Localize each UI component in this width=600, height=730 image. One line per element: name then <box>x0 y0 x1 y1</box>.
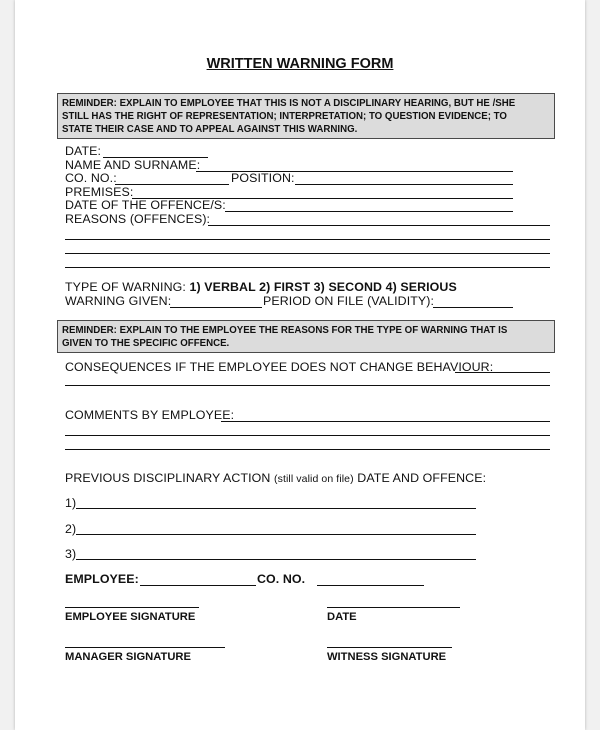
witness-signature-label: WITNESS SIGNATURE <box>327 651 447 663</box>
previous-item-1-field[interactable] <box>76 508 476 509</box>
date-signature-field[interactable] <box>327 607 460 608</box>
previous-item-1: 1) <box>65 496 77 510</box>
employee-signature-label: EMPLOYEE SIGNATURE <box>65 611 196 623</box>
period-label: PERIOD ON FILE (VALIDITY): <box>263 294 435 308</box>
witness-signature-field[interactable] <box>327 647 452 648</box>
previous-note: (still valid on file) <box>274 473 354 485</box>
consequences-line-2[interactable] <box>65 385 550 386</box>
reminder-1-line-2: STILL HAS THE RIGHT OF REPRESENTATION; INTERPRETATION; TO QUESTION EVIDENCE; TO <box>62 111 507 122</box>
consequences-line-1[interactable] <box>455 372 550 373</box>
previous-rest: DATE AND OFFENCE: <box>353 471 487 485</box>
warning-type-label: TYPE OF WARNING: <box>65 280 190 294</box>
comments-label: COMMENTS BY EMPLOYEE: <box>65 408 235 422</box>
employee-co-no-field[interactable] <box>317 585 424 586</box>
co-no-label: CO. NO.: <box>65 171 117 185</box>
reminder-2-line-2: GIVEN TO THE SPECIFIC OFFENCE. <box>62 338 230 349</box>
reminder-2-line-1: REMINDER: EXPLAIN TO THE EMPLOYEE THE REASONS FOR THE TYPE OF WARNING THAT IS <box>62 325 508 336</box>
position-label: POSITION: <box>231 171 295 185</box>
employee-field[interactable] <box>140 585 256 586</box>
previous-item-3: 3) <box>65 547 77 561</box>
date-signature-label: DATE <box>327 611 357 623</box>
warning-given-label: WARNING GIVEN: <box>65 294 172 308</box>
warning-type-options: 1) VERBAL 2) FIRST 3) SECOND 4) SERIOUS <box>189 280 457 294</box>
premises-label: PREMISES: <box>65 185 134 199</box>
reminder-1-line-1: REMINDER: EXPLAIN TO EMPLOYEE THAT THIS IS NOT A DISCIPLINARY HEARING, BUT HE /SHE <box>62 98 516 109</box>
form-title: WRITTEN WARNING FORM <box>206 56 394 72</box>
reminder-1-line-3: STATE THEIR CASE AND TO APPEAL AGAINST THIS WARNING. <box>62 124 358 135</box>
previous-item-2: 2) <box>65 522 77 536</box>
employee-label: EMPLOYEE: <box>65 572 139 586</box>
previous-action <box>65 471 486 485</box>
comments-line-1[interactable] <box>221 421 550 422</box>
manager-signature-field[interactable] <box>65 647 225 648</box>
consequences-label: CONSEQUENCES IF THE EMPLOYEE DOES NOT CHANGE BEHAVIOUR: <box>65 360 494 374</box>
reasons-line-2[interactable] <box>65 239 550 240</box>
employee-co-no-label: CO. NO. <box>257 572 306 586</box>
form-page <box>15 0 585 730</box>
reasons-line-3[interactable] <box>65 253 550 254</box>
reasons-line-4[interactable] <box>65 267 550 268</box>
reminder-box-2 <box>57 320 555 353</box>
manager-signature-label: MANAGER SIGNATURE <box>65 651 191 663</box>
warning-type <box>65 280 457 294</box>
offence-date-field[interactable] <box>225 211 513 212</box>
employee-signature-field[interactable] <box>65 607 199 608</box>
comments-line-3[interactable] <box>65 449 550 450</box>
previous-item-3-field[interactable] <box>76 559 476 560</box>
offence-date-label: DATE OF THE OFFENCE/S: <box>65 198 226 212</box>
warning-given-field[interactable] <box>170 307 262 308</box>
date-label: DATE: <box>65 144 102 158</box>
name-label: NAME AND SURNAME: <box>65 158 201 172</box>
previous-item-2-field[interactable] <box>76 534 476 535</box>
comments-line-2[interactable] <box>65 435 550 436</box>
position-field[interactable] <box>295 184 513 185</box>
period-field[interactable] <box>433 307 513 308</box>
reminder-box-1 <box>57 93 555 139</box>
reasons-line-1[interactable] <box>208 225 550 226</box>
reasons-label: REASONS (OFFENCES): <box>65 212 211 226</box>
previous-label: PREVIOUS DISCIPLINARY ACTION <box>65 471 275 485</box>
